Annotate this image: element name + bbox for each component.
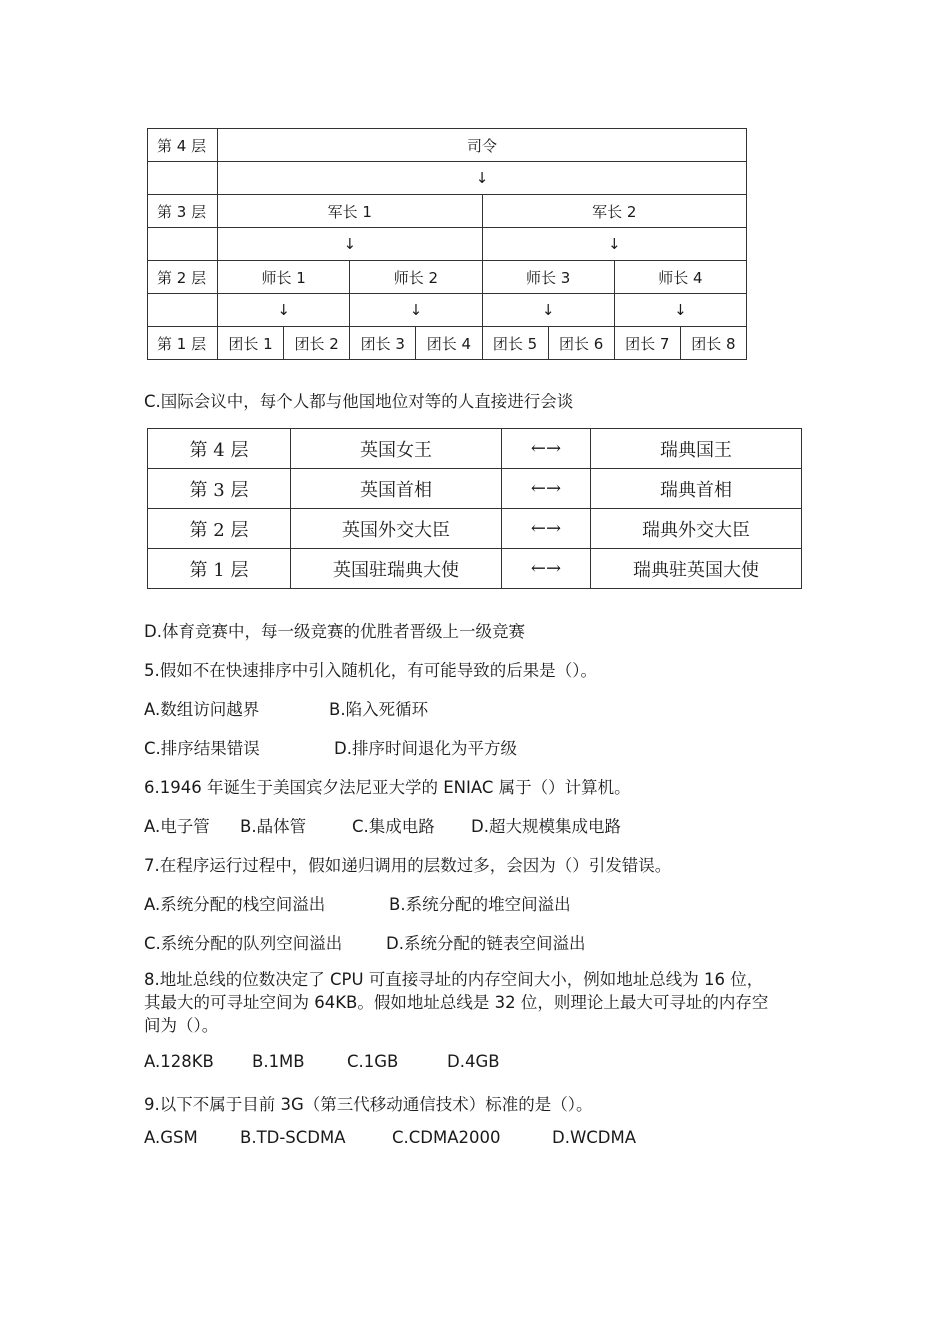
level-label: 第 4 层 (148, 429, 291, 469)
down-arrow: ↓ (218, 162, 747, 195)
question-5-stem: 5.假如不在快速排序中引入随机化，有可能导致的后果是（）。 (144, 661, 597, 680)
option-a: A.GSM (144, 1128, 198, 1147)
option-a: A.系统分配的栈空间溢出 (144, 895, 326, 914)
sweden-cell: 瑞典国王 (591, 429, 802, 469)
option-a: A.数组访问越界 (144, 700, 260, 719)
question-7-stem: 7.在程序运行过程中，假如递归调用的层数过多，会因为（）引发错误。 (144, 856, 672, 875)
hierarchy-table (147, 128, 747, 360)
table-row (148, 195, 747, 228)
question-6-options (144, 813, 621, 837)
question-5-options-ab (144, 696, 428, 720)
down-arrow: ↓ (218, 294, 350, 327)
bidirectional-arrow: ←→ (502, 549, 591, 589)
question-7-options-cd (144, 930, 585, 954)
table-row (148, 429, 802, 469)
question-8-stem (144, 968, 809, 1037)
down-arrow: ↓ (218, 228, 483, 261)
bidirectional-arrow: ←→ (502, 469, 591, 509)
level-label: 第 3 层 (148, 195, 218, 228)
option-d: D.系统分配的链表空间溢出 (386, 934, 586, 953)
uk-cell: 英国外交大臣 (291, 509, 502, 549)
empty-cell (148, 294, 218, 327)
question-8-stem-line: 8.地址总线的位数决定了 CPU 可直接寻址的内存空间大小，例如地址总线为 16 位， (144, 970, 764, 989)
option-d-text: D.体育竞赛中，每一级竞赛的优胜者晋级上一级竞赛 (144, 622, 525, 641)
level-label: 第 1 层 (148, 549, 291, 589)
question-9-stem: 9.以下不属于目前 3G（第三代移动通信技术）标准的是（）。 (144, 1095, 593, 1114)
commander-cell: 司令 (218, 129, 747, 162)
diplomacy-table (147, 428, 802, 589)
sweden-cell: 瑞典外交大臣 (591, 509, 802, 549)
level-label: 第 2 层 (148, 261, 218, 294)
option-c: C.系统分配的队列空间溢出 (144, 934, 343, 953)
table-row (148, 549, 802, 589)
regiment-cell: 团长 5 (482, 327, 548, 360)
down-arrow: ↓ (482, 228, 747, 261)
table-row (148, 327, 747, 360)
question-9-options (144, 1128, 636, 1147)
option-d: D.WCDMA (552, 1128, 637, 1147)
bidirectional-arrow: ←→ (502, 509, 591, 549)
regiment-cell: 团长 3 (350, 327, 416, 360)
table-row (148, 469, 802, 509)
sweden-cell: 瑞典驻英国大使 (591, 549, 802, 589)
division-cell: 师长 1 (218, 261, 350, 294)
empty-cell (148, 162, 218, 195)
regiment-cell: 团长 8 (680, 327, 746, 360)
option-a: A.128KB (144, 1052, 214, 1071)
table-row (148, 261, 747, 294)
corps-cell: 军长 1 (218, 195, 483, 228)
division-cell: 师长 2 (350, 261, 482, 294)
uk-cell: 英国首相 (291, 469, 502, 509)
table-row (148, 228, 747, 261)
question-8-stem-line: 间为（）。 (144, 1016, 219, 1035)
option-c-text: C.国际会议中，每个人都与他国地位对等的人直接进行会谈 (144, 392, 574, 411)
sweden-cell: 瑞典首相 (591, 469, 802, 509)
corps-cell: 军长 2 (482, 195, 747, 228)
division-cell: 师长 3 (482, 261, 614, 294)
option-b: B.陷入死循环 (329, 700, 429, 719)
option-c: C.1GB (347, 1052, 399, 1071)
regiment-cell: 团长 2 (284, 327, 350, 360)
option-b: B.TD-SCDMA (240, 1128, 346, 1147)
table-row (148, 162, 747, 195)
regiment-cell: 团长 7 (614, 327, 680, 360)
question-8-options (144, 1052, 500, 1071)
regiment-cell: 团长 1 (218, 327, 284, 360)
bidirectional-arrow: ←→ (502, 429, 591, 469)
uk-cell: 英国驻瑞典大使 (291, 549, 502, 589)
option-c: C.CDMA2000 (392, 1128, 501, 1147)
option-d: D.4GB (447, 1052, 500, 1071)
question-7-options-ab (144, 891, 571, 915)
level-label: 第 4 层 (148, 129, 218, 162)
level-label: 第 2 层 (148, 509, 291, 549)
table-row (148, 294, 747, 327)
down-arrow: ↓ (482, 294, 614, 327)
regiment-cell: 团长 4 (416, 327, 482, 360)
question-6-stem: 6.1946 年诞生于美国宾夕法尼亚大学的 ENIAC 属于（）计算机。 (144, 778, 631, 797)
down-arrow: ↓ (350, 294, 482, 327)
option-d: D.超大规模集成电路 (471, 817, 621, 836)
option-a: A.电子管 (144, 817, 210, 836)
option-b: B.晶体管 (240, 817, 307, 836)
table-row (148, 509, 802, 549)
option-c: C.集成电路 (352, 817, 435, 836)
option-b: B.系统分配的堆空间溢出 (389, 895, 571, 914)
uk-cell: 英国女王 (291, 429, 502, 469)
down-arrow: ↓ (614, 294, 746, 327)
regiment-cell: 团长 6 (548, 327, 614, 360)
level-label: 第 3 层 (148, 469, 291, 509)
table-row (148, 129, 747, 162)
level-label: 第 1 层 (148, 327, 218, 360)
question-8-stem-line: 其最大的可寻址空间为 64KB。假如地址总线是 32 位，则理论上最大可寻址的内存空 (144, 993, 769, 1012)
option-d: D.排序时间退化为平方级 (334, 739, 517, 758)
question-5-options-cd (144, 735, 517, 759)
option-b: B.1MB (252, 1052, 305, 1071)
option-c: C.排序结果错误 (144, 739, 260, 758)
empty-cell (148, 228, 218, 261)
division-cell: 师长 4 (614, 261, 746, 294)
